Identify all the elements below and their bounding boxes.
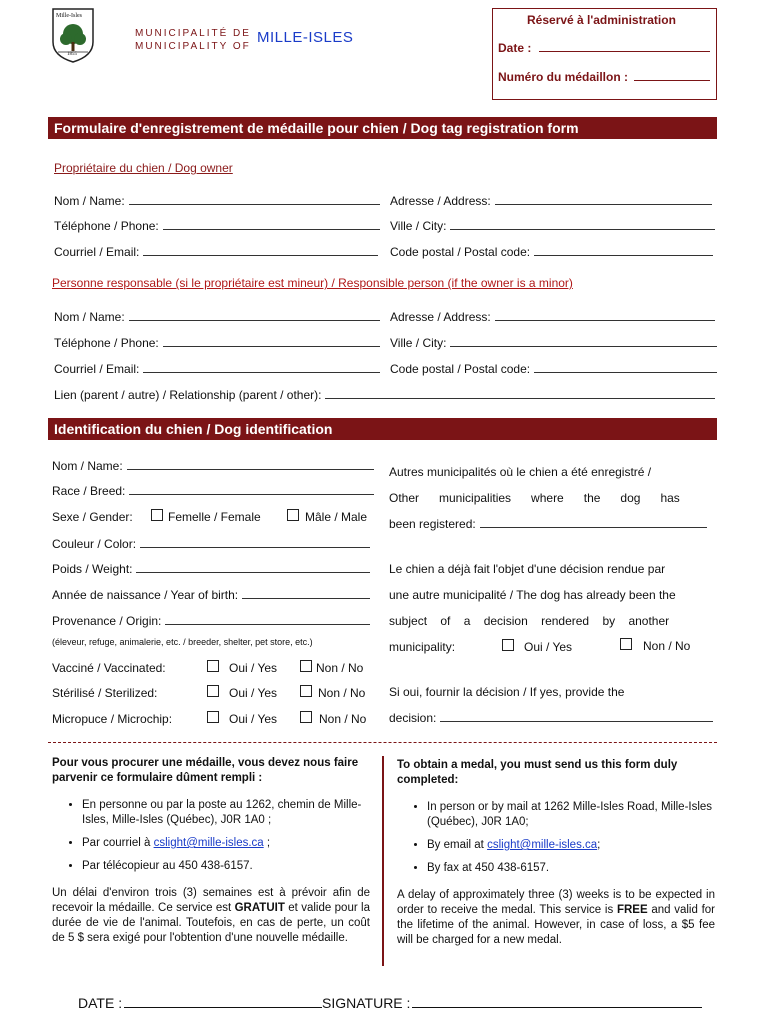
dog-breed-field[interactable] (52, 484, 374, 498)
admin-date-label: Date : (498, 41, 532, 55)
sterilized-no-label: Non / No (318, 686, 366, 700)
dog-name-label: Nom / Name: (52, 459, 123, 473)
owner-heading: Propriétaire du chien / Dog owner (54, 161, 233, 175)
male-checkbox[interactable] (287, 509, 299, 521)
resp-name-field[interactable] (54, 310, 380, 324)
admin-medal-line[interactable] (634, 70, 710, 81)
admin-date-line[interactable] (539, 41, 710, 52)
microchip-no-checkbox[interactable] (300, 711, 312, 723)
dog-year-label: Année de naissance / Year of birth: (52, 588, 239, 602)
fr-delay: Un délai d'environ trois (3) semaines est à prévoir afin de recevoir la médaille. Ce service est GRATUIT et valide pour la durée de vie de l'animal. Toutefois, en cas de perte, un coût de 5 $ sera exigé pour l'obtention d'une nouvelle médaille. (52, 887, 370, 944)
owner-city-field[interactable] (390, 219, 715, 233)
female-checkbox[interactable] (151, 509, 163, 521)
owner-phone-label: Téléphone / Phone: (54, 219, 159, 233)
footer-date-label: DATE : (78, 995, 123, 1011)
dog-year-field[interactable] (52, 588, 370, 602)
if-yes-line1: Si oui, fournir la décision / If yes, provide the (389, 685, 625, 699)
owner-postal-field[interactable] (390, 245, 713, 259)
decision-line1: Le chien a déjà fait l'objet d'une décision rendue par (389, 562, 666, 576)
resp-city-label: Ville / City: (390, 336, 447, 350)
sterilized-yes-checkbox[interactable] (207, 685, 219, 697)
resp-phone-label: Téléphone / Phone: (54, 336, 159, 350)
en-bullet-email: • By email at cslight@mille-isles.ca; (427, 838, 715, 853)
owner-email-field[interactable] (54, 245, 378, 259)
vaccinated-no-checkbox[interactable] (300, 660, 312, 672)
decision-line4: municipality: (389, 640, 456, 654)
female-label: Femelle / Female (168, 510, 261, 524)
decision-no-checkbox[interactable] (620, 638, 632, 650)
resp-name-label: Nom / Name: (54, 310, 125, 324)
responsible-heading: Personne responsable (si le propriétaire est mineur) / Responsible person (if the owner is a minor) (52, 276, 573, 290)
en-delay: A delay of approximately three (3) weeks is to be expected in order to receive the medal. This service is FREE and valid for the lifetime of the animal. However, in case of loss, a $5 fee will be charged for a new medal. (397, 889, 715, 946)
origin-hint: (éleveur, refuge, animalerie, etc. / breeder, shelter, pet store, etc.) (52, 637, 313, 647)
vaccinated-no-label: Non / No (316, 661, 364, 675)
dog-color-label: Couleur / Color: (52, 537, 137, 551)
sterilized-label: Stérilisé / Sterilized: (52, 686, 158, 700)
decision-yes-label: Oui / Yes (524, 640, 573, 654)
logo-text-bottom: 1855 (67, 52, 77, 57)
dog-color-field[interactable] (52, 537, 370, 551)
fr-list (52, 798, 370, 874)
dog-name-field[interactable] (52, 459, 374, 473)
vaccinated-yes-checkbox[interactable] (207, 660, 219, 672)
column-divider (382, 756, 384, 966)
sterilized-no-checkbox[interactable] (300, 685, 312, 697)
fr-bullet-fax: • Par télécopieur au 450 438-6157. (82, 859, 370, 874)
logo-text-top: Mille-Isles (56, 13, 82, 19)
resp-email-label: Courriel / Email: (54, 362, 140, 376)
resp-address-label: Adresse / Address: (390, 310, 491, 324)
admin-box (492, 8, 717, 100)
sterilized-yes-label: Oui / Yes (229, 686, 278, 700)
owner-address-label: Adresse / Address: (390, 194, 491, 208)
owner-postal-label: Code postal / Postal code: (390, 245, 531, 259)
resp-postal-field[interactable] (390, 362, 717, 376)
vaccinated-label: Vacciné / Vaccinated: (52, 661, 166, 675)
resp-email-field[interactable] (54, 362, 380, 376)
if-yes-label: decision: (389, 711, 437, 725)
resp-relationship-label: Lien (parent / autre) / Relationship (parent / other): (54, 388, 322, 402)
fr-bullet-email: • Par courriel à cslight@mille-isles.ca ; (82, 836, 370, 851)
male-label: Mâle / Male (305, 510, 368, 524)
owner-phone-field[interactable] (54, 219, 380, 233)
fr-bullet-mail: • En personne ou par la poste au 1262, chemin de Mille-Isles, Mille-Isles (Québec), J0R 1A0 ; (82, 798, 370, 828)
resp-postal-label: Code postal / Postal code: (390, 362, 531, 376)
microchip-yes-label: Oui / Yes (229, 712, 278, 726)
microchip-label: Micropuce / Microchip: (52, 712, 173, 726)
owner-email-label: Courriel / Email: (54, 245, 140, 259)
instructions-en (397, 758, 715, 948)
dog-origin-label: Provenance / Origin: (52, 614, 162, 628)
resp-city-field[interactable] (390, 336, 717, 350)
dog-weight-label: Poids / Weight: (52, 562, 133, 576)
town-name: MILLE-ISLES (257, 29, 354, 46)
instructions-fr (52, 756, 370, 946)
en-list (397, 800, 715, 876)
vaccinated-yes-label: Oui / Yes (229, 661, 278, 675)
owner-name-field[interactable] (54, 194, 380, 208)
owner-address-field[interactable] (390, 194, 712, 208)
owner-city-label: Ville / City: (390, 219, 447, 233)
section-divider (48, 742, 717, 743)
dog-breed-label: Race / Breed: (52, 484, 126, 498)
other-muni-line2: Other municipalities where the dog has (389, 491, 680, 505)
footer-signature-field[interactable] (322, 995, 702, 1011)
resp-address-field[interactable] (390, 310, 715, 324)
other-muni-field[interactable] (389, 517, 707, 531)
fr-email-link[interactable]: cslight@mille-isles.ca (153, 837, 264, 849)
other-muni-line1: Autres municipalités où le chien a été enregistré / (389, 465, 652, 479)
admin-medal-label: Numéro du médaillon : (498, 70, 629, 84)
admin-title: Réservé à l'administration (527, 13, 676, 27)
footer-signature-label: SIGNATURE : (322, 995, 411, 1011)
en-bullet-mail: • In person or by mail at 1262 Mille-Isles Road, Mille-Isles (Québec), J0R 1A0; (427, 800, 715, 830)
owner-name-label: Nom / Name: (54, 194, 125, 208)
en-email-link[interactable]: cslight@mille-isles.ca (487, 839, 598, 851)
form-title-banner: Formulaire d'enregistrement de médaille pour chien / Dog tag registration form (48, 117, 717, 139)
decision-yes-checkbox[interactable] (502, 639, 514, 651)
dog-title-banner: Identification du chien / Dog identification (48, 418, 717, 440)
decision-line2: une autre municipalité / The dog has already been the (389, 588, 676, 602)
municipality-en: MUNICIPALITY OF (135, 41, 251, 52)
if-yes-field[interactable] (389, 711, 713, 725)
other-muni-label: been registered: (389, 517, 476, 531)
en-bullet-fax: • By fax at 450 438-6157. (427, 861, 715, 876)
decision-no-label: Non / No (643, 639, 691, 653)
resp-relationship-field[interactable] (54, 388, 715, 402)
dog-sex-label: Sexe / Gender: (52, 510, 133, 524)
resp-phone-field[interactable] (54, 336, 380, 350)
municipality-logo (50, 6, 96, 64)
microchip-no-label: Non / No (319, 712, 367, 726)
fr-intro: Pour vous procurer une médaille, vous devez nous faire parvenir ce formulaire dûment rempli : (52, 757, 359, 784)
en-intro: To obtain a medal, you must send us this form duly completed: (397, 759, 678, 786)
decision-line3: subject of a decision rendered by another (389, 614, 670, 628)
dog-origin-field[interactable] (52, 614, 370, 628)
microchip-yes-checkbox[interactable] (207, 711, 219, 723)
dog-weight-field[interactable] (52, 562, 370, 576)
footer-date-field[interactable] (78, 995, 322, 1011)
municipality-fr: MUNICIPALITÉ DE (135, 28, 251, 39)
